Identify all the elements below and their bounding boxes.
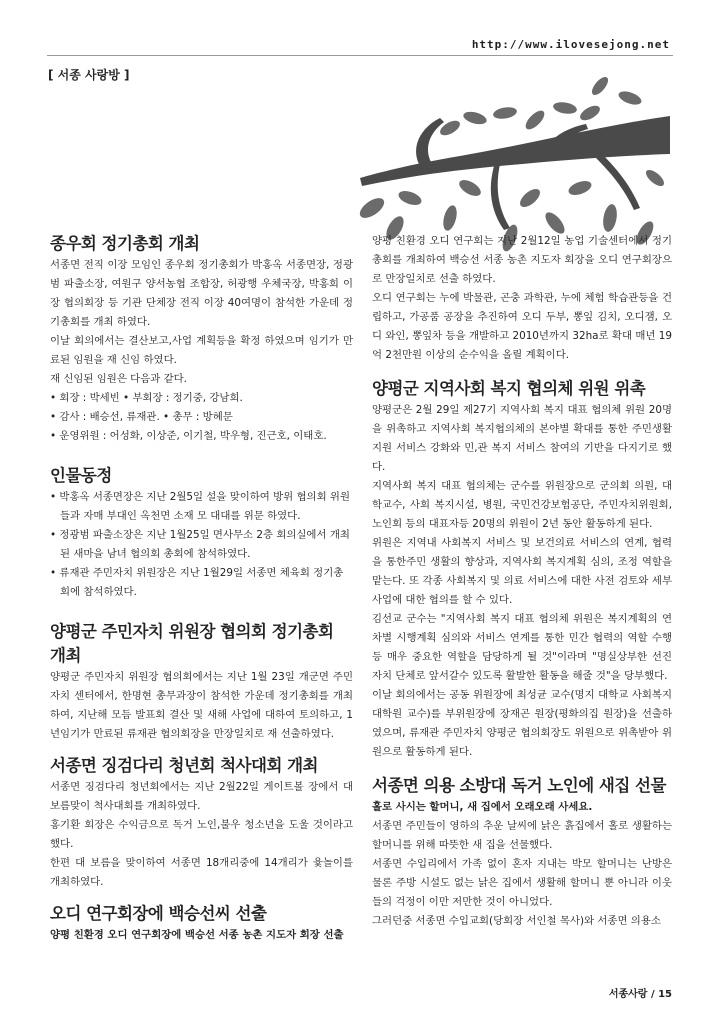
article-paragraph: 김선교 군수는 "지역사회 복지 대표 협의체 위원은 복지계획의 연차별 시행계획 심의와 서비스 연계를 통한 민간 협력의 역할 수행 등 매우 중요한 역할을 담당하게 될 것"이라며 "명실상부한 선진 자치 단체로 앞서갈수 있도록 활발한 활동을 해줄 것"을 당부했다. bbox=[372, 613, 672, 682]
people-news-list bbox=[50, 488, 353, 602]
article-title-youth: 서종면 징검다리 청년회 척사대회 개최 bbox=[50, 756, 319, 775]
website-url[interactable]: http://www.ilovesejong.net bbox=[471, 38, 670, 51]
article-paragraph: 양평군은 2월 29일 제27기 지역사회 복지 대표 협의체 위원 20명을 위촉하고 지역사회 복지협의체의 본야별 확대를 통한 주민생활 지원 서비스 강화와 민,관 복지 서비스 참여의 기반을 다지기로 했다. bbox=[372, 404, 672, 473]
article-paragraph: 서종면 주민들이 영하의 추운 날씨에 낡은 흙집에서 홀로 생활하는 할머니를 위해 따뜻한 새 집을 선물했다. bbox=[372, 820, 672, 851]
article-paragraph: 그러던중 서종면 수입교회(당회장 서인철 목사)와 서종면 의용소 bbox=[372, 915, 661, 927]
article-paragraph: 서종면 징검다리 청년회에서는 지난 2월22일 게이트볼 장에서 대보름맞이 척사대회를 개최하였다. bbox=[50, 781, 353, 812]
article-title-odi: 오디 연구회장에 백승선씨 선출 bbox=[50, 904, 267, 923]
article-paragraph: 양평군 주민자치 위원장 협의회에서는 지난 1월 23일 개군면 주민자치 센터에서, 한명현 총무과장이 참석한 가운데 정기총회를 개최하여, 지난해 모듬 발표회 결산 및 새해 사업에 대하여 토의하고, 1년임기가 만료된 류재관 협의회장을 만장일치로 재 선출하였다. bbox=[50, 671, 353, 740]
article-title-people: 인물동정 bbox=[50, 466, 112, 485]
article-paragraph: 이날 회의에서는 공동 위원장에 최성균 교수(명지 대학교 사회복지 대학원 교수)를 부위원장에 장재곤 원장(평화의집 원장)을 선출하였으며, 류재관 주민자치 양평군 협의회장도 위원으로 위촉받아 위원으로 활동하게 된다. bbox=[372, 689, 672, 758]
article-lead: 양평 친환경 오디 연구회장에 백승선 서종 농촌 지도자 회장 선출 bbox=[50, 929, 344, 941]
officer-item: • 회장 : 박세빈 • 부회장 : 정기중, 강남희. bbox=[50, 392, 243, 404]
article-paragraph: 지역사회 복지 대표 협의체는 군수를 위원장으로 군의회 의원, 대학교수, 사회 복지시설, 병원, 국민건강보험공단, 주민자치위원회, 노인회 등의 대표자등 20명의 위원이 2년 동안 활동하게 된다. bbox=[372, 480, 672, 530]
page-number: 서종사랑 / 15 bbox=[608, 989, 672, 1000]
left-column bbox=[50, 232, 353, 945]
article-paragraph: 오디 연구회는 누에 박물관, 곤충 과학관, 누에 체험 학습관등을 건립하고, 가공품 공장을 추진하여 오디 두부, 뽕잎 김치, 오디잼, 오디 와인, 뽕잎차 등을 개발하고 2010년까지 32ha로 확대 매년 19억 2천만원 이상의 순수익을 올릴 계획이다. bbox=[372, 292, 672, 361]
article-paragraph: 홍기환 회장은 수익금으로 독거 노인,불우 청소년을 도울 것이라고 했다. bbox=[50, 819, 353, 850]
article-paragraph: 이날 회의에서는 결산보고,사업 계획등을 확정 하였으며 임기가 만료된 임원을 재 신임 하였다. bbox=[50, 335, 353, 366]
article-title-fire: 서종면 의용 소방대 독거 노인에 새집 선물 bbox=[372, 776, 666, 795]
officer-item: • 감사 : 배승선, 류재관. • 총무 : 방혜문 bbox=[50, 411, 233, 423]
officer-list bbox=[50, 389, 353, 446]
article-paragraph: 서종면 전직 이장 모임인 종우회 정기총회가 박홍옥 서종면장, 정광범 파출소장, 여원구 양서농협 조합장, 허광행 우체국장, 박홍희 이장 협의회장 등 기관 단체장 전직 이장 40여명이 참석한 가운데 정기총회를 개최 하였다. bbox=[50, 259, 353, 328]
article-paragraph: 위원은 지역내 사회복지 서비스 및 보건의료 서비스의 연계, 협력을 통한주민 생활의 향상과, 지역사회 복지계획 심의, 조정 역할을 맡는다. 또 각종 사회복지 및 의료 서비스에 대한 사전 검토와 세부 사업에 대한 협의를 할 수 있다. bbox=[372, 537, 672, 606]
section-label: [ 서종 사랑방 ] bbox=[48, 68, 130, 82]
article-title-jongwoo: 종우회 정기총회 개최 bbox=[50, 234, 200, 253]
article-title-welfare: 양평군 지역사회 복지 협의체 위원 위촉 bbox=[372, 379, 646, 398]
people-news-item: • 정광범 파출소장은 지난 1월25일 면사무소 2층 회의실에서 개최된 새마을 남녀 협의회 총회에 참석하였다. bbox=[50, 529, 350, 560]
people-news-item: • 박홍옥 서종면장은 지난 2월5일 설을 맞이하여 방위 협의회 위원들과 자매 부대인 옥천면 소재 모 대대를 위문 하였다. bbox=[50, 491, 351, 522]
article-paragraph: 재 신임된 임원은 다음과 같다. bbox=[50, 373, 187, 385]
people-news-item: • 류재관 주민자치 위원장은 지난 1월29일 서종면 체육회 정기총회에 참석하였다. bbox=[50, 567, 344, 598]
article-paragraph: 한편 대 보름을 맞이하여 서종면 18개리중에 14개리가 윷놀이를 개최하였다. bbox=[50, 857, 353, 888]
article-paragraph: 서종면 수입리에서 가족 없이 혼자 지내는 박모 할머니는 난방은 물론 주방 시설도 없는 낡은 집에서 생활해 할머니 뿐 아니라 이웃들의 걱정이 이만 저만한 것이 아니었다. bbox=[372, 858, 672, 908]
header-rule bbox=[47, 55, 673, 56]
article-paragraph: 양평 친환경 오디 연구회는 지난 2월12일 농업 기술센터에서 정기총회를 개최하여 백승선 서종 농촌 지도자 회장을 오디 연구회장으로 만장일치로 선출 하였다. bbox=[372, 235, 672, 285]
officer-item: • 운영위원 : 어성화, 이상준, 이기철, 박우형, 진근호, 이태호. bbox=[50, 430, 327, 442]
right-column bbox=[372, 232, 672, 931]
article-title-autonomy: 양평군 주민자치 위원장 협의회 정기총회 개최 bbox=[50, 622, 334, 665]
article-lead: 홀로 사시는 할머니, 새 집에서 오래오래 사세요. bbox=[372, 801, 593, 813]
